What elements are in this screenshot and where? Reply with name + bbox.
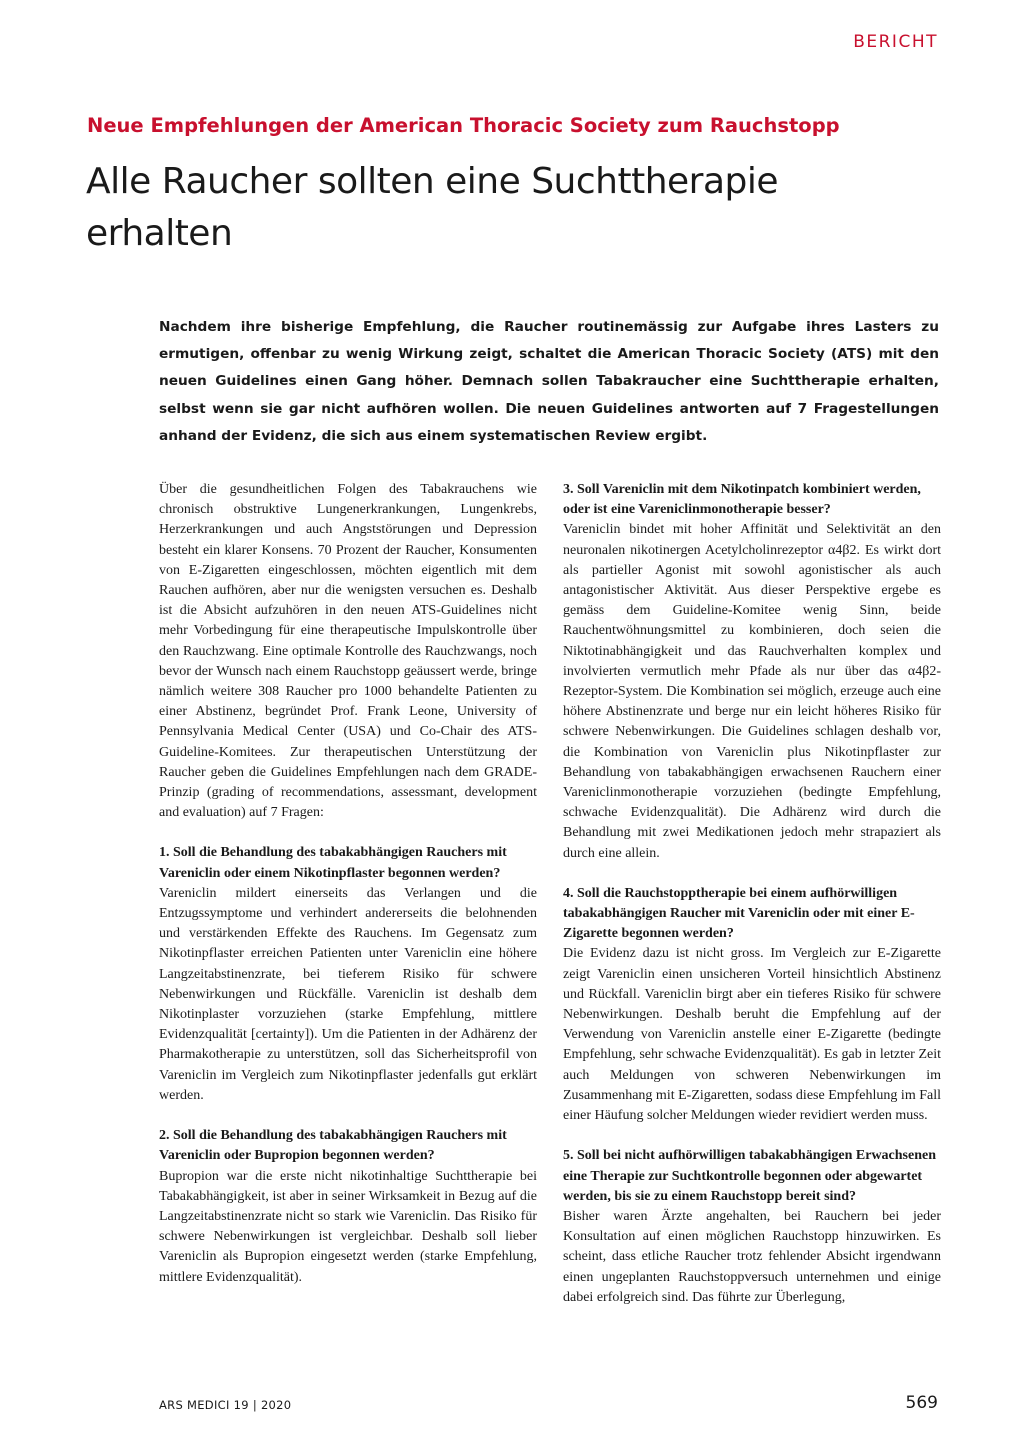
- question-2-heading: 2. Soll die Behandlung des tabakabhängigen Rauchers mit Vareniclin oder Bupropion begonnen werden?: [159, 1128, 507, 1164]
- article-lead: Nachdem ihre bisherige Empfehlung, die Raucher routinemässig zur Aufgabe ihres Lasters zu ermutigen, offenbar zu wenig Wirkung zeigt, schaltet die American Thoracic Society (ATS) mit den neuen Guidelines einen Gang höher. Demnach sollen Tabakraucher eine Suchttherapie erhalten, selbst wenn sie gar nicht aufhören wollen. Die neuen Guidelines antworten auf 7 Fragestellungen anhand der Evidenz, die sich aus einem systematischen Review ergibt.: [159, 319, 939, 444]
- section-label: BERICHT: [853, 32, 938, 52]
- question-3-heading: 3. Soll Vareniclin mit dem Nikotinpatch kombiniert werden, oder ist eine Vareniclinmonotherapie besser?: [563, 482, 921, 518]
- question-1-body: Vareniclin mildert einerseits das Verlangen und die Entzugssymptome und verhindert andererseits die belohnenden und verstärkenden Effekte des Rauchens. Im Gegensatz zum Nikotinpflaster erreichen Patienten unter Vareniclin eine höhere Langzeitabstinenzrate, bei tieferem Risiko für schwere Nebenwirkungen und Rückfälle. Vareniclin ist deshalb dem Nikotinplaster vorzuziehen (starke Empfehlung, mittlere Evidenzqualität [certainty]). Um die Patienten in der Adhärenz der Pharmakotherapie zu unterstützen, soll das Sicherheitsprofil von Vareniclin im Vergleich zum Nikotinpflaster jedenfalls gut erklärt werden.: [159, 885, 537, 1103]
- article-title: [86, 156, 946, 260]
- article-kicker: Neue Empfehlungen der American Thoracic Society zum Rauchstopp: [87, 114, 840, 137]
- body-column-right: [563, 480, 941, 1308]
- footer-journal: ARS MEDICI 19 | 2020: [159, 1398, 292, 1412]
- question-2-body: Bupropion war die erste nicht nikotinhaltige Suchttherapie bei Tabakabhängigkeit, ist aber in seiner Wirksamkeit in Bezug auf die Langzeitabstinenzrate nicht so stark wie Vareniclin. Das Risiko für schwere Nebenwirkungen ist vergleichbar. Deshalb soll lieber Vareniclin als Bupropion eingesetzt werden (starke Empfehlung, mittlere Evidenzqualität).: [159, 1168, 537, 1285]
- question-5-body: Bisher waren Ärzte angehalten, bei Rauchern bei jeder Konsultation auf einen möglichen Rauchstopp hinzuwirken. Es scheint, dass etliche Raucher trotz fehlender Absicht irgendwann einen ungeplanten Rauchstoppversuch unternehmen und einige dabei erfolgreich sind. Das führte zur Überlegung,: [563, 1208, 941, 1305]
- article-title-line-1: Alle Raucher sollten eine Suchttherapie: [86, 161, 779, 202]
- question-4-heading: 4. Soll die Rauchstopptherapie bei einem aufhörwilligen tabakabhängigen Raucher mit Vareniclin oder mit einer E-Zigarette begonnen werden?: [563, 885, 915, 942]
- intro-paragraph: Über die gesundheitlichen Folgen des Tabakrauchens wie chronisch obstruktive Lungenerkrankungen, Lungenkrebs, Herzerkrankungen und auch Angststörungen und Depression besteht ein klarer Konsens. 70 Prozent der Raucher, Konsumenten von E-Zigaretten eingeschlossen, möchten eigentlich mit dem Rauchen aufhören, aber nur die wenigsten versuchen es. Deshalb ist die Absicht aufzuhören in den neuen ATS-Guidelines nicht mehr Vorbedingung für eine therapeutische Impulskontrolle über den Rauchzwang. Eine optimale Kontrolle des Rauchzwangs, noch bevor der Wunsch nach einem Rauchstopp geäussert werde, bringe nämlich weitere 308 Raucher pro 1000 behandelte Patienten zu einer Abstinenz, begründet Prof. Frank Leone, University of Pennsylvania Medical Center (USA) und Co-Chair des ATS-Guideline-Komitees. Zur therapeutischen Unterstützung der Raucher geben die Guidelines Empfehlungen nach dem GRADE-Prinzip (grading of recommendations, assessmant, development and evaluation) auf 7 Fragen:: [159, 482, 537, 821]
- question-3-body: Vareniclin bindet mit hoher Affinität und Selektivität an den neuronalen nikotinergen Acetylcholinrezeptor α4β2. Es wirkt dort als partieller Agonist mit sowohl agonistischer als auch antagonistischer Aktivität. Aus dieser Perspektive ergebe es gemäss dem Guideline-Komitee wenig Sinn, beide Rauchentwöhnungsmittel zu kombinieren, doch seien die Niktotinabhängigkeit und das Rauchverhalten komplex und involvierten vermutlich mehr Pfade als nur über das α4β2-Rezeptor-System. Die Kombination sei möglich, erzeuge auch eine höhere Abstinenzrate und berge nur ein leicht höheres Risiko für schwere Nebenwirkungen. Die Guidelines schlagen deshalb vor, die Kombination von Vareniclin plus Nikotinpflaster zur Behandlung von tabakabhängigen erwachsenen Rauchern einer Vareniclinmonotherapie vorzuziehen (bedingte Empfehlung, schwache Evidenzqualität). Die Adhärenz wird durch die Behandlung mit zwei Medikationen jedoch mehr strapaziert als durch eine allein.: [563, 522, 941, 861]
- page-number: 569: [905, 1393, 938, 1413]
- question-5-heading: 5. Soll bei nicht aufhörwilligen tabakabhängigen Erwachsenen eine Therapie zur Suchtkontrolle begonnen oder abgewartet werden, bis sie zu einem Rauchstopp bereit sind?: [563, 1148, 937, 1204]
- question-1-heading: 1. Soll die Behandlung des tabakabhängigen Rauchers mit Vareniclin oder einem Nikotinpflaster begonnen werden?: [159, 845, 507, 881]
- article-title-line-2: erhalten: [86, 213, 233, 254]
- question-4-body: Die Evidenz dazu ist nicht gross. Im Vergleich zur E-Zigarette zeigt Vareniclin einen unsicheren Vorteil hinsichtlich Abstinenz und Rückfall. Vareniclin birgt aber ein tieferes Risiko für schwere Nebenwirkungen. Deshalb beruht die Empfehlung auf der Verwendung von Vareniclin anstelle einer E-Zigarette (bedingte Empfehlung, sehr schwache Evidenzqualität). Es gab in letzter Zeit auch Meldungen von schweren Nebenwirkungen im Zusammenhang mit E-Zigaretten, sodass diese Empfehlung im Fall einer Häufung solcher Meldungen wieder revidiert werden muss.: [563, 946, 941, 1124]
- body-column-left: [159, 480, 537, 1288]
